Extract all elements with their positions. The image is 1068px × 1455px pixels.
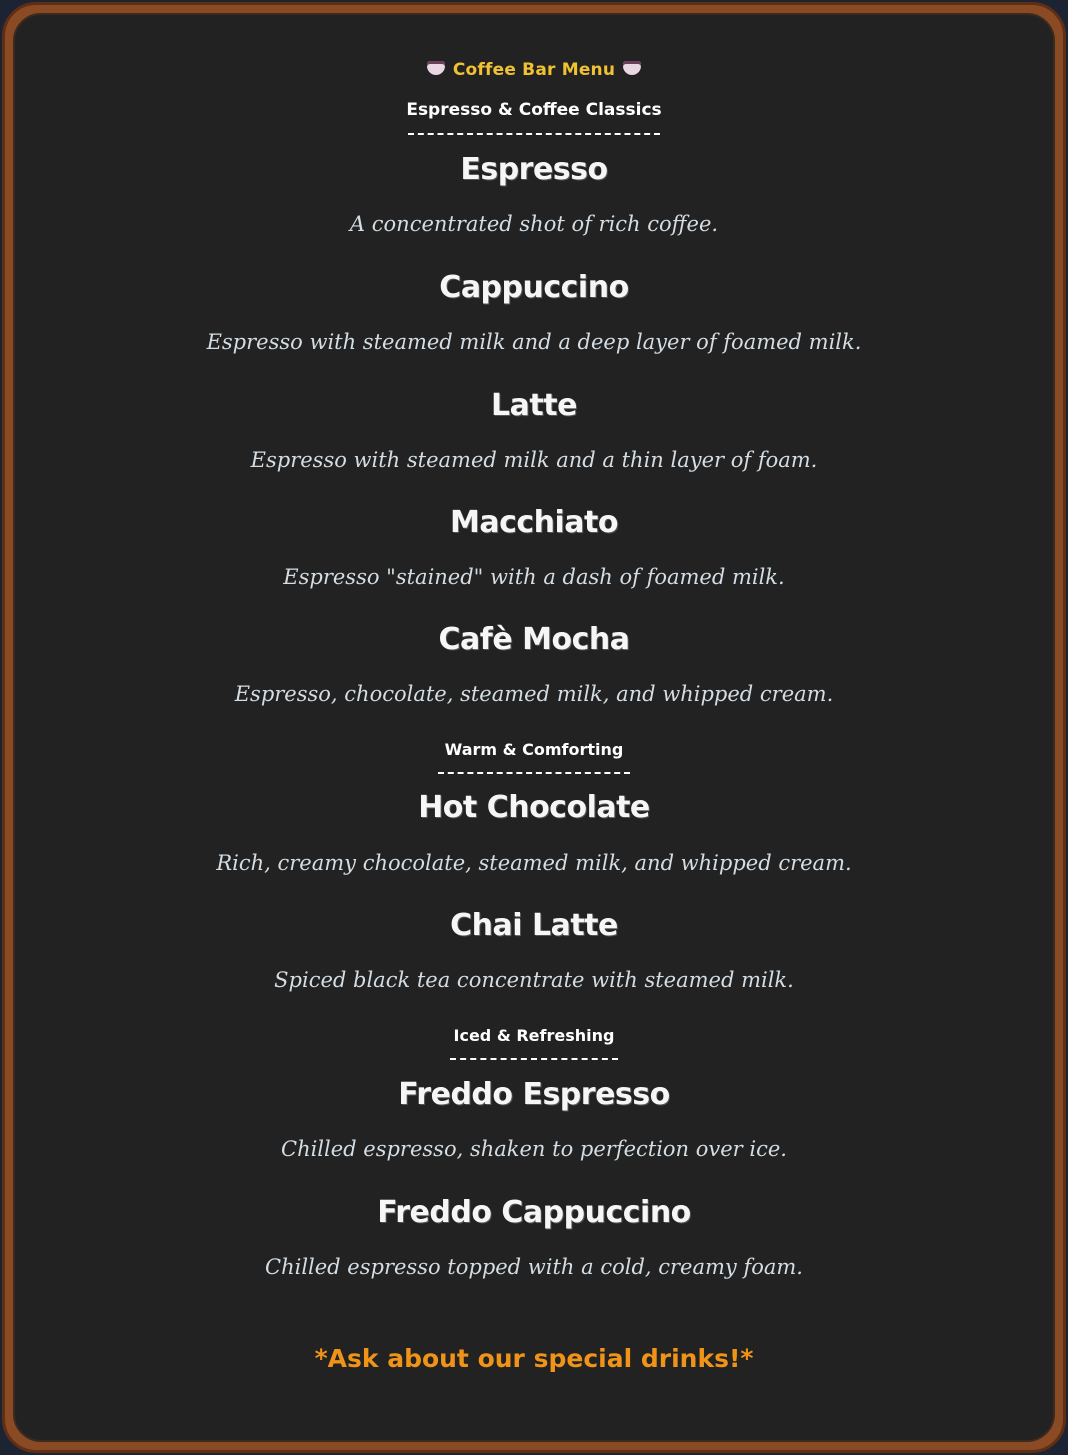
footer-note: *Ask about our special drinks!* bbox=[314, 1344, 754, 1373]
item-name: Macchiato bbox=[450, 505, 618, 540]
item-name: Freddo Espresso bbox=[398, 1077, 670, 1112]
section-divider bbox=[438, 772, 630, 774]
item-name: Espresso bbox=[460, 152, 608, 187]
item-name: Cafè Mocha bbox=[438, 622, 630, 657]
item-description: Espresso, chocolate, steamed milk, and whipped cream. bbox=[234, 682, 834, 706]
item-description: Rich, creamy chocolate, steamed milk, and whipped cream. bbox=[216, 851, 852, 875]
item-name: Hot Chocolate bbox=[418, 790, 650, 825]
item-name: Latte bbox=[491, 388, 577, 423]
item-description: A concentrated shot of rich coffee. bbox=[349, 212, 719, 236]
item-name: Cappuccino bbox=[439, 270, 629, 305]
section-label: Iced & Refreshing bbox=[453, 1026, 615, 1045]
item-description: Espresso with steamed milk and a deep layer of foamed milk. bbox=[206, 330, 862, 354]
section-header-iced bbox=[0, 1026, 1068, 1064]
item-name: Freddo Cappuccino bbox=[377, 1195, 691, 1230]
section-label: Espresso & Coffee Classics bbox=[406, 100, 662, 120]
section-header-warm bbox=[0, 740, 1068, 778]
section-divider bbox=[408, 133, 660, 135]
section-header-classics bbox=[0, 100, 1068, 140]
item-name: Chai Latte bbox=[450, 908, 618, 943]
item-description: Chilled espresso, shaken to perfection over ice. bbox=[281, 1137, 787, 1161]
menu-title-text: Coffee Bar Menu bbox=[452, 60, 616, 80]
coffee-cup-icon bbox=[427, 61, 445, 75]
item-description: Espresso "stained" with a dash of foamed milk. bbox=[283, 565, 785, 589]
coffee-cup-icon bbox=[623, 61, 641, 75]
item-description: Espresso with steamed milk and a thin layer of foam. bbox=[250, 448, 818, 472]
section-divider bbox=[450, 1058, 618, 1060]
item-description: Spiced black tea concentrate with steamed milk. bbox=[274, 968, 794, 992]
section-label: Warm & Comforting bbox=[444, 740, 624, 759]
menu-title bbox=[0, 60, 1068, 80]
item-description: Chilled espresso topped with a cold, creamy foam. bbox=[265, 1255, 803, 1279]
